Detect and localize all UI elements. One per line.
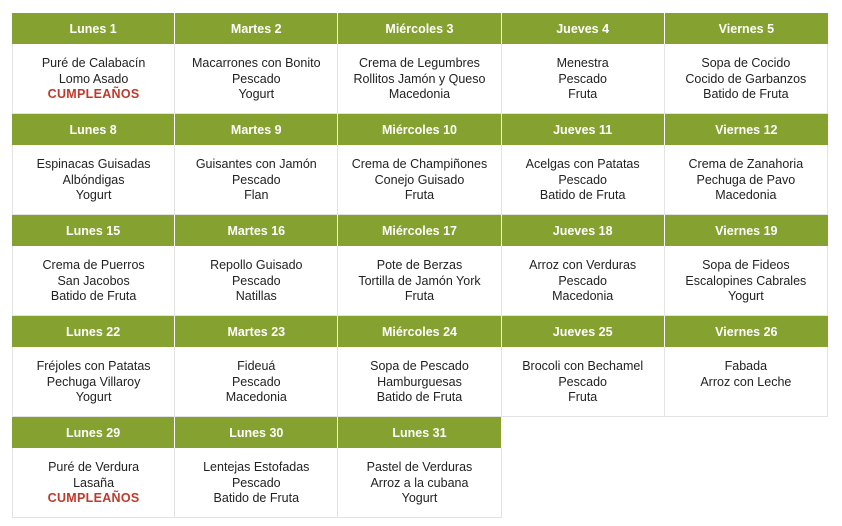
day-menu (338, 145, 501, 215)
week-row (12, 114, 828, 215)
menu-item: Yogurt (75, 188, 112, 202)
day-menu (175, 246, 338, 316)
menu-item: Yogurt (401, 491, 438, 505)
day-menu (338, 448, 501, 518)
menu-item: Pescado (231, 172, 281, 187)
menu-item: Batido de Fruta (703, 87, 789, 101)
day-cell (175, 114, 338, 215)
day-cell (12, 114, 175, 215)
day-menu (665, 44, 828, 114)
menu-item: Yogurt (238, 87, 275, 101)
day-cell (175, 316, 338, 417)
menu-item: Fréjoles con Patatas (36, 359, 151, 373)
menu-item: Pescado (231, 71, 281, 86)
menu-item: Pescado (558, 273, 607, 288)
menu-item: Pescado (558, 172, 607, 187)
day-menu (12, 448, 175, 518)
day-menu (175, 347, 338, 417)
menu-item: Fruta (568, 87, 598, 101)
menu-item: Espinacas Guisadas (36, 157, 151, 171)
menu-item: Yogurt (728, 289, 764, 303)
day-menu (502, 44, 665, 114)
menu-item: Yogurt (75, 390, 112, 404)
day-menu (338, 246, 501, 316)
day-cell (175, 215, 338, 316)
menu-item: Pote de Berzas (376, 258, 463, 272)
menu-item: Sopa de Pescado (370, 359, 469, 373)
day-menu (175, 44, 338, 114)
menu-item: Fideuá (237, 359, 276, 373)
menu-item: Tortilla de Jamón York (358, 273, 481, 288)
day-menu (338, 347, 501, 417)
day-header: Viernes 5 (665, 13, 828, 44)
monthly-menu-grid (12, 13, 828, 518)
day-menu (502, 347, 665, 417)
day-header: Miércoles 3 (338, 13, 501, 44)
day-header: Jueves 11 (502, 114, 665, 145)
menu-item: Sopa de Fideos (702, 258, 790, 272)
menu-item: Guisantes con Jamón (195, 157, 317, 171)
day-menu (12, 347, 175, 417)
menu-item: Pescado (231, 475, 281, 490)
menu-item: San Jacobos (57, 273, 130, 288)
day-cell (502, 316, 665, 417)
menu-item: Pescado (558, 374, 607, 389)
menu-item: Lasaña (73, 475, 115, 490)
menu-item: Puré de Verdura (48, 460, 140, 474)
menu-item: Escalopines Cabrales (685, 273, 807, 288)
menu-item: Flan (244, 188, 269, 202)
day-cell (665, 114, 828, 215)
menu-item: Menestra (556, 56, 609, 70)
day-header: Jueves 25 (502, 316, 665, 347)
menu-item: Fruta (404, 289, 435, 303)
week-row (12, 13, 828, 114)
menu-item: Macedonia (715, 188, 777, 202)
day-cell (665, 316, 828, 417)
week-row (12, 316, 828, 417)
menu-item: Hamburguesas (377, 374, 462, 389)
birthday-label: CUMPLEAÑOS (47, 87, 140, 101)
day-cell (665, 13, 828, 114)
day-header: Martes 9 (175, 114, 338, 145)
menu-item: Batido de Fruta (376, 390, 463, 404)
day-menu (665, 246, 828, 316)
week-row (12, 417, 828, 518)
day-header: Martes 16 (175, 215, 338, 246)
menu-item: Fabada (724, 359, 768, 373)
day-menu (338, 44, 501, 114)
menu-item: Lentejas Estofadas (203, 460, 310, 474)
menu-item: Conejo Guisado (374, 172, 465, 187)
day-menu (12, 145, 175, 215)
menu-item: Arroz con Verduras (529, 258, 637, 272)
menu-item: Crema de Legumbres (359, 56, 480, 70)
menu-item: Repollo Guisado (210, 258, 303, 272)
menu-item: Batido de Fruta (539, 188, 626, 202)
day-menu (12, 44, 175, 114)
day-cell (12, 417, 175, 518)
day-header: Miércoles 24 (338, 316, 501, 347)
menu-item: Fruta (404, 188, 435, 202)
menu-item: Lomo Asado (58, 71, 129, 86)
day-menu (665, 347, 828, 417)
day-header: Lunes 22 (12, 316, 175, 347)
day-cell (502, 215, 665, 316)
day-header: Viernes 12 (665, 114, 828, 145)
day-menu (502, 246, 665, 316)
day-cell (338, 316, 501, 417)
day-header: Martes 2 (175, 13, 338, 44)
menu-item: Pastel de Verduras (366, 460, 473, 474)
menu-item: Crema de Zanahoria (688, 157, 804, 171)
day-cell (175, 417, 338, 518)
menu-item: Pechuga Villaroy (46, 374, 141, 389)
day-menu (502, 145, 665, 215)
menu-item: Acelgas con Patatas (525, 157, 640, 171)
menu-item: Brocoli con Bechamel (522, 359, 644, 373)
day-header: Viernes 26 (665, 316, 828, 347)
day-menu (175, 448, 338, 518)
menu-item: Macarrones con Bonito (192, 56, 321, 70)
menu-item: Rollitos Jamón y Queso (353, 71, 486, 86)
day-menu (12, 246, 175, 316)
menu-item: Fruta (568, 390, 598, 404)
day-header: Lunes 1 (12, 13, 175, 44)
day-header: Miércoles 17 (338, 215, 501, 246)
day-cell (502, 13, 665, 114)
day-cell (175, 13, 338, 114)
day-cell (12, 13, 175, 114)
menu-item: Puré de Calabacín (41, 56, 146, 70)
menu-item: Arroz con Leche (700, 374, 792, 389)
day-cell (338, 114, 501, 215)
day-header: Martes 23 (175, 316, 338, 347)
day-header: Lunes 8 (12, 114, 175, 145)
day-header: Lunes 31 (338, 417, 501, 448)
menu-item: Pescado (231, 374, 281, 389)
menu-item: Macedonia (552, 289, 614, 303)
day-cell (12, 215, 175, 316)
day-header: Lunes 29 (12, 417, 175, 448)
menu-item: Pechuga de Pavo (696, 172, 796, 187)
menu-item: Pescado (231, 273, 281, 288)
menu-item: Batido de Fruta (50, 289, 137, 303)
menu-item: Natillas (235, 289, 277, 303)
menu-item: Cocido de Garbanzos (685, 71, 807, 86)
day-header: Viernes 19 (665, 215, 828, 246)
birthday-label: CUMPLEAÑOS (47, 491, 140, 505)
day-header: Lunes 15 (12, 215, 175, 246)
menu-item: Macedonia (225, 390, 287, 404)
day-cell (338, 215, 501, 316)
menu-item: Macedonia (388, 87, 451, 101)
day-menu (175, 145, 338, 215)
menu-item: Albóndigas (62, 172, 125, 187)
day-header: Jueves 18 (502, 215, 665, 246)
day-header: Miércoles 10 (338, 114, 501, 145)
day-cell (338, 417, 501, 518)
menu-item: Batido de Fruta (213, 491, 300, 505)
day-cell (502, 114, 665, 215)
menu-item: Sopa de Cocido (701, 56, 791, 70)
day-menu (665, 145, 828, 215)
menu-item: Pescado (558, 71, 607, 86)
menu-item: Crema de Puerros (42, 258, 145, 272)
menu-item: Arroz a la cubana (370, 475, 469, 490)
day-header: Jueves 4 (502, 13, 665, 44)
day-header: Lunes 30 (175, 417, 338, 448)
menu-item: Crema de Champiñones (351, 157, 488, 171)
day-cell (12, 316, 175, 417)
day-cell (665, 215, 828, 316)
day-cell (338, 13, 501, 114)
week-row (12, 215, 828, 316)
